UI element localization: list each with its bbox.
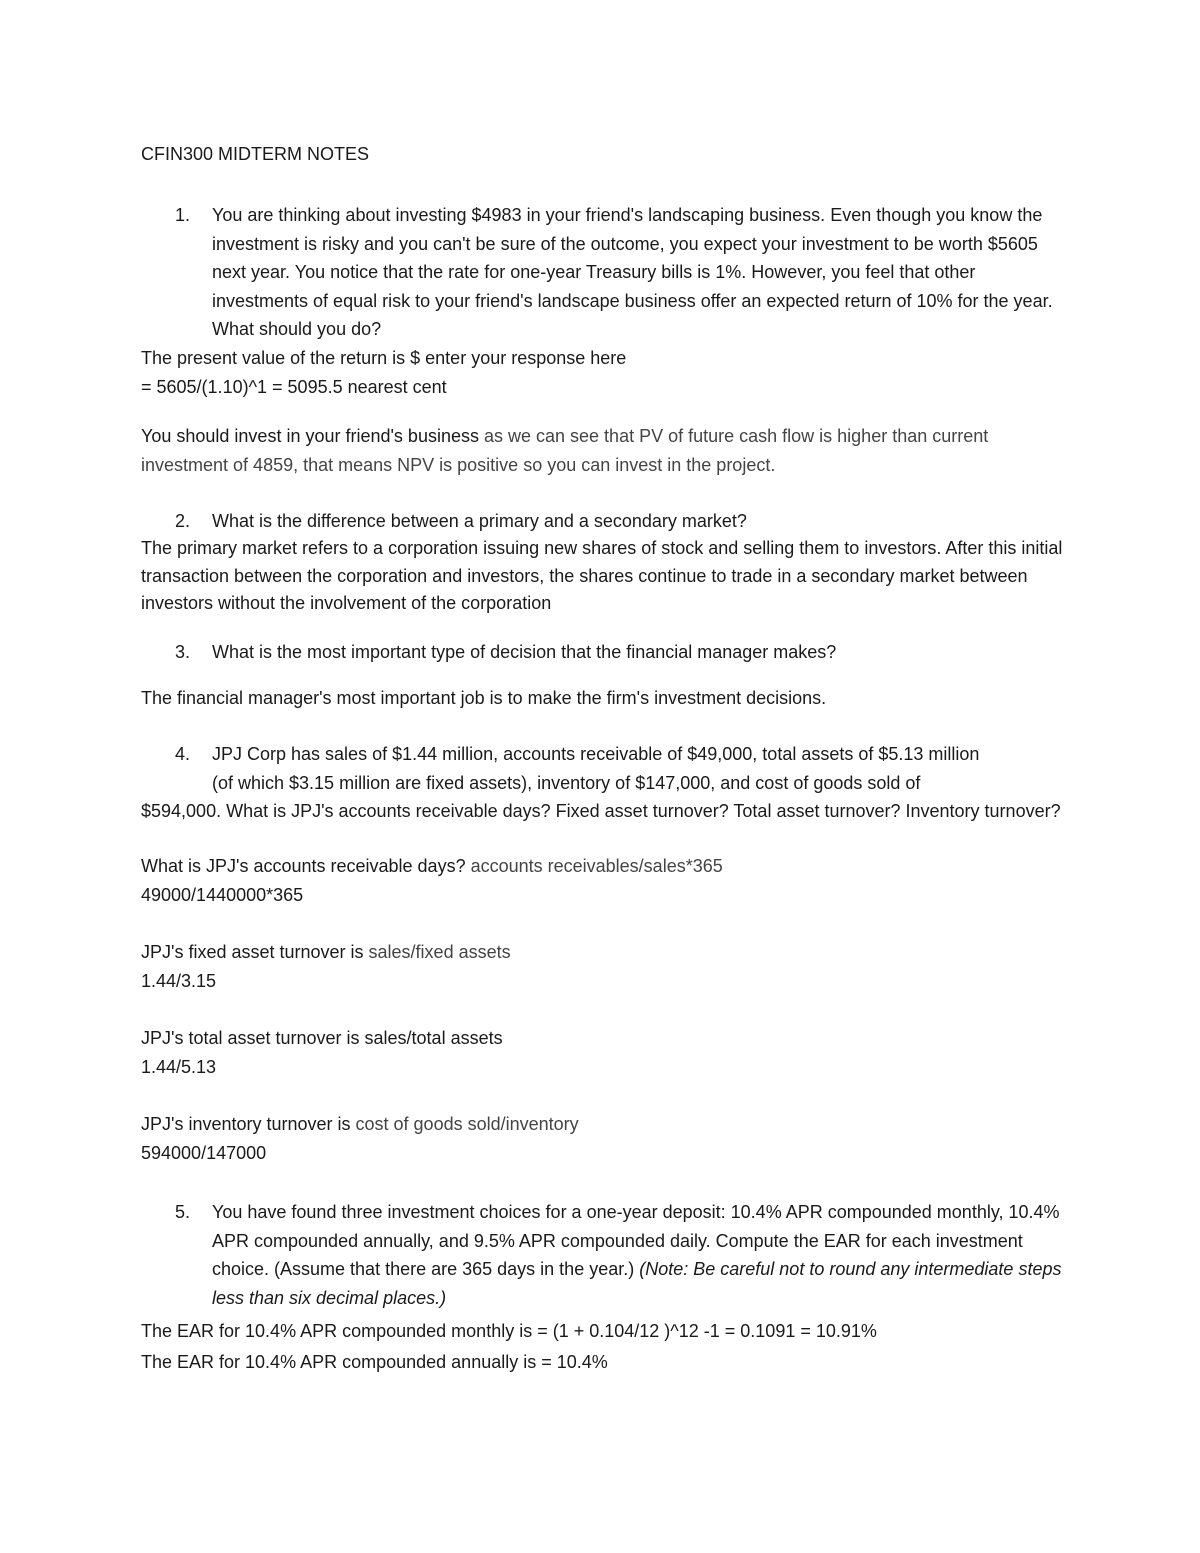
question-2-number: 2. <box>175 510 191 531</box>
q3-answer: The financial manager's most important job is to make the firm's investment decisions. <box>141 688 827 708</box>
q5-ear-monthly: The EAR for 10.4% APR compounded monthly is = (1 + 0.104/12 )^12 -1 = 0.1091 = 10.91% <box>141 1321 877 1341</box>
q4-fa-question: JPJ's fixed asset turnover is <box>141 942 369 962</box>
q4-ta-calc: 1.44/5.13 <box>141 1057 217 1077</box>
q1-calculation: = 5605/(1.10)^1 = 5095.5 nearest cent <box>141 376 447 397</box>
question-4-cont <box>141 769 1071 798</box>
q4-total-asset-turnover: JPJ's total asset turnover is sales/total assets <box>141 1028 503 1048</box>
q4-ar-calc: 49000/1440000*365 <box>141 885 304 905</box>
q4-inv-calc: 594000/147000 <box>141 1143 267 1163</box>
question-5-note: (Note: Be careful not to round any intermediate steps less than six decimal places.) <box>212 1259 1062 1308</box>
document-title: CFIN300 MIDTERM NOTES <box>141 144 370 164</box>
question-5-number: 5. <box>175 1202 191 1222</box>
question-4-text-line2: (of which $3.15 million are fixed assets), inventory of $147,000, and cost of goods sold of <box>212 772 921 793</box>
question-5 <box>141 1198 1071 1312</box>
q5-ear-annual: The EAR for 10.4% APR compounded annually is = 10.4% <box>141 1352 608 1372</box>
document-body <box>141 141 1071 1378</box>
q1-answer-reason: as we can see that PV of future cash flow is higher than current investment of 4859, that means NPV is positive so you can invest in the project. <box>141 425 989 475</box>
question-3-number: 3. <box>175 641 191 662</box>
question-1-number: 1. <box>175 205 191 225</box>
question-4-text-line3: $594,000. What is JPJ's accounts receivable days? Fixed asset turnover? Total asset turnover? Inventory turnover? <box>141 801 1061 821</box>
question-2-text: What is the difference between a primary and a secondary market? <box>212 510 747 531</box>
q4-fixed-asset-turnover <box>141 938 1071 967</box>
question-5-text: You have found three investment choices for a one-year deposit: 10.4% APR compounded monthly, 10.4% APR compounded annually, and 9.5% APR compounded daily. Compute the EAR for each investment choice. (Assume that there are 365 days in the year.) <box>212 1202 1060 1279</box>
question-2 <box>141 507 1071 536</box>
q4-fa-calc: 1.44/3.15 <box>141 971 217 991</box>
q1-answer <box>141 422 1071 480</box>
question-4 <box>141 740 1071 769</box>
q4-ar-question: What is JPJ's accounts receivable days? <box>141 856 471 876</box>
q1-answer-lead: You should invest in your friend's business <box>141 425 484 446</box>
q4-inv-question: JPJ's inventory turnover is <box>141 1114 356 1134</box>
q4-inv-formula: cost of goods sold/inventory <box>355 1114 579 1134</box>
question-1 <box>141 201 1071 344</box>
q4-ar-days <box>141 852 1071 881</box>
q1-pv-line: The present value of the return is $ enter your response here <box>141 347 627 368</box>
question-1-text: You are thinking about investing $4983 in your friend's landscaping business. Even though you know the investment is risky and you can't be sure of the outcome, you expect your investment to be worth $5605 next year. You notice that the rate for one-year Treasury bills is 1%. However, you feel that other investments of equal risk to your friend's landscape business offer an expected return of 10% for the year. What should you do? <box>212 205 1053 339</box>
q4-ar-formula: accounts receivables/sales*365 <box>470 856 723 876</box>
question-4-number: 4. <box>175 744 191 764</box>
q4-inventory-turnover <box>141 1110 1071 1139</box>
question-3 <box>141 638 1071 667</box>
question-3-text: What is the most important type of decision that the financial manager makes? <box>212 641 837 662</box>
q2-answer: The primary market refers to a corporation issuing new shares of stock and selling them to investors. After this initial transaction between the corporation and investors, the shares continue to trade in a secondary market between investors without the involvement of the corporation <box>141 538 1063 613</box>
question-4-text-line1: JPJ Corp has sales of $1.44 million, accounts receivable of $49,000, total assets of $5.13 million <box>212 744 980 764</box>
q4-fa-formula: sales/fixed assets <box>368 942 511 962</box>
